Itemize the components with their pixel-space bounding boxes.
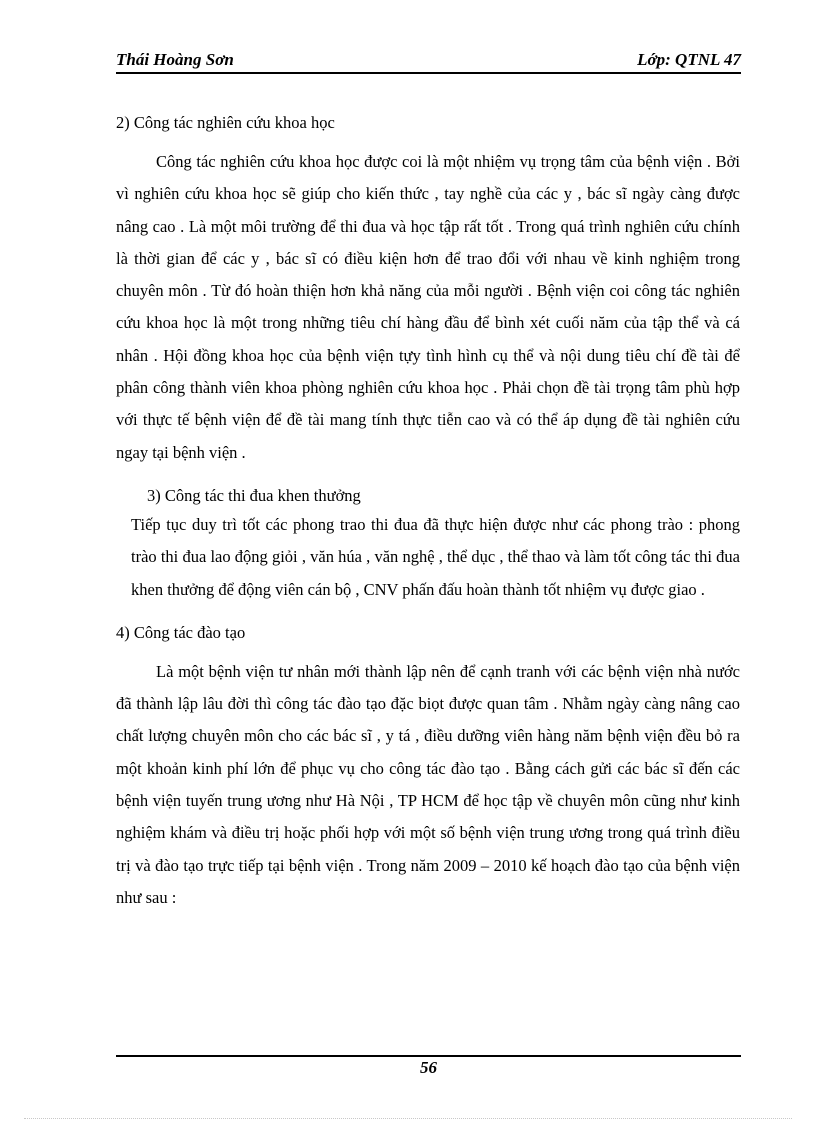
page-bottom-border [24,1118,792,1119]
page-body [116,110,740,914]
section-heading-training: 4) Công tác đào tạo [116,622,246,642]
section-paragraph-research: Công tác nghiên cứu khoa học được coi là một nhiệm vụ trọng tâm của bệnh viện . Bởi vì nghiên cứu khoa học sẽ giúp cho kiến thức , tay nghề của các y , bác sĩ ngày càng được nâng cao . Là một môi trường để thi đua và học tập rất tốt . Trong quá trình nghiên cứu chính là thời gian để các y , bác sĩ có điều kiện hơn để trao đổi với nhau về kinh nghiệm trong chuyên môn . Từ đó hoàn thiện hơn khả năng của mỗi người . Bệnh viện coi công tác nghiên cứu khoa học là một trong những tiêu chí hàng đầu để bình xét cuối năm của tập thể và cá nhân . Hội đồng khoa học của bệnh viện tựy tình hình cụ thể và nội dung tiêu chí đề tài để phân công thành viên khoa phòng nghiên cứu khoa học . Phải chọn đề tài trọng tâm phù hợp với thực tế bệnh viện để đề tài mang tính thực tiễn cao và có thể áp dụng đề tài nghiên cứu ngay tại bệnh viện . [116,152,740,462]
footer-divider [116,1055,741,1057]
header-author: Thái Hoàng Sơn [116,50,234,69]
header-class: Lớp: QTNL 47 [637,50,741,69]
section-heading-research: 2) Công tác nghiên cứu khoa học [116,113,335,132]
page-number: 56 [420,1058,437,1077]
section-heading-emulation: 3) Công tác thi đua khen thưởng [147,485,361,505]
page-header [116,48,741,74]
section-paragraph-training: Là một bệnh viện tư nhân mới thành lập nên để cạnh tranh với các bệnh viện nhà nước đã thành lập lâu đời thì công tác đào tạo đặc biọt được quan tâm . Nhằm ngày càng nâng cao chất lượng chuyên môn cho các bác sĩ , y tá , điều dưỡng viên hàng năm bệnh viện đều bỏ ra một khoản kinh phí lớn để phục vụ cho công tác đào tạo . Bằng cách gửi các bác sĩ đến các bệnh viện tuyến trung ương như Hà Nội , TP HCM để học tập về chuyên môn cũng như kinh nghiệm khám và điều trị hoặc phối hợp với một số bệnh viện trung ương trong quá trình điều trị và đào tạo trực tiếp tại bệnh viện . Trong năm 2009 – 2010 kế hoạch đào tạo của bệnh viện như sau : [116,661,740,907]
section-paragraph-emulation: Tiếp tục duy trì tốt các phong trao thi đua đã thực hiện được như các phong trào : phong trào thi đua lao động giỏi , văn húa , văn nghệ , thể dục , thể thao và làm tốt công tác thi đua khen thưởng để động viên cán bộ , CNV phấn đấu hoàn thành tốt nhiệm vụ được giao . [131,514,740,599]
